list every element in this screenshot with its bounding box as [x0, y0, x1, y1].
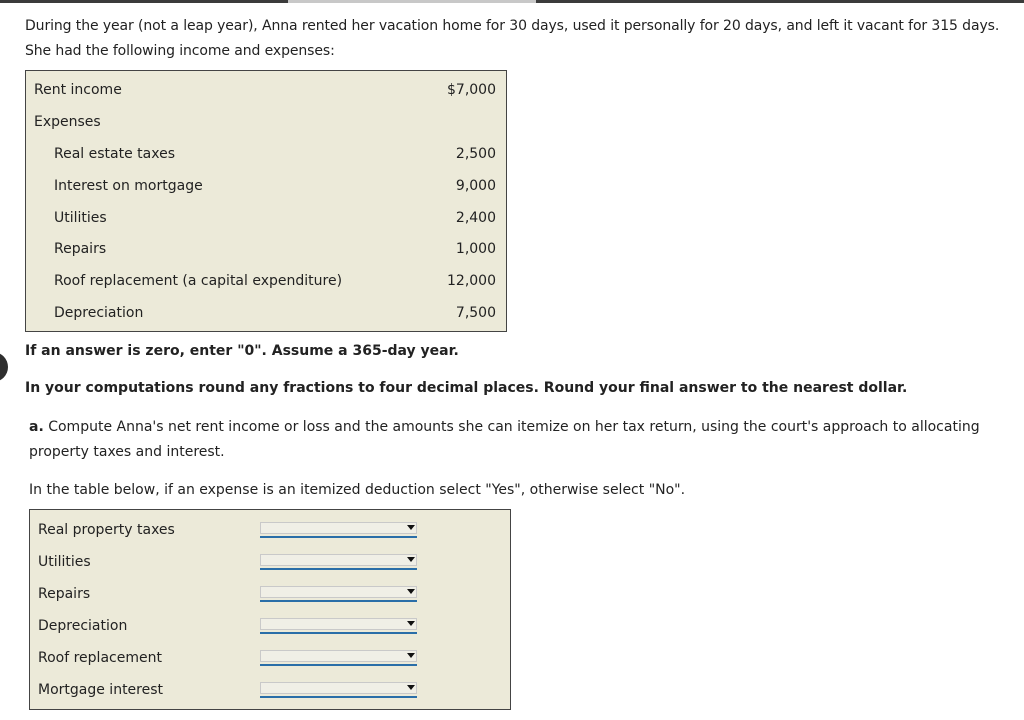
select-box: [260, 554, 417, 566]
dropdown-arrow-icon: [407, 653, 415, 658]
deduction-row-label: Roof replacement: [38, 650, 162, 666]
expense-amount: 2,500: [455, 146, 496, 162]
part-a-text: Compute Anna's net rent income or loss and the amounts she can itemize on her tax return, using the court's approach to allocating property taxes and interest.: [29, 419, 980, 460]
dropdown-arrow-icon: [407, 589, 415, 594]
dropdown-arrow-icon: [407, 685, 415, 690]
select-box: [260, 618, 417, 630]
expense-amount: 7,500: [455, 305, 496, 321]
itemized-select-real-property-taxes[interactable]: [260, 522, 417, 538]
expense-amount: 12,000: [447, 273, 496, 289]
expenses-heading: Expenses: [34, 114, 101, 130]
expense-label: Utilities: [54, 210, 107, 226]
expense-amount: 2,400: [455, 210, 496, 226]
expense-amount: 1,000: [455, 241, 496, 257]
part-a-letter: a.: [29, 419, 44, 435]
deduction-row-label: Mortgage interest: [38, 682, 164, 698]
expense-label: Repairs: [54, 241, 107, 257]
itemized-select-depreciation[interactable]: [260, 618, 417, 634]
part-a-prompt: [29, 415, 1004, 465]
deduction-row-label: Real property taxes: [38, 522, 175, 538]
select-box: [260, 586, 417, 598]
rounding-note: In your computations round any fractions to four decimal places. Round your final answer to the nearest dollar.: [25, 380, 908, 396]
deduction-row-label: Depreciation: [38, 618, 128, 634]
income-expense-table: [25, 70, 507, 332]
itemized-select-mortgage-interest[interactable]: [260, 682, 417, 698]
expense-label: Interest on mortgage: [54, 178, 203, 194]
select-box: [260, 522, 417, 534]
top-border: [0, 0, 1024, 3]
deduction-row-label: Utilities: [38, 554, 91, 570]
question-marker-icon: [0, 352, 8, 382]
select-box: [260, 682, 417, 694]
select-box: [260, 650, 417, 662]
itemized-select-roof-replacement[interactable]: [260, 650, 417, 666]
table-instruction: In the table below, if an expense is an itemized deduction select "Yes", otherwise select "No".: [29, 482, 686, 498]
rent-income-amount: $7,000: [447, 82, 496, 98]
itemized-select-repairs[interactable]: [260, 586, 417, 602]
problem-intro: During the year (not a leap year), Anna rented her vacation home for 30 days, used it personally for 20 days, and left it vacant for 315 days. She had the following income and expenses:: [25, 18, 1000, 59]
top-tab-strip: [288, 0, 536, 3]
deduction-row-label: Repairs: [38, 586, 91, 602]
itemized-select-utilities[interactable]: [260, 554, 417, 570]
dropdown-arrow-icon: [407, 557, 415, 562]
expense-amount: 9,000: [455, 178, 496, 194]
dropdown-arrow-icon: [407, 525, 415, 530]
itemized-deduction-table: [29, 509, 511, 710]
expense-label: Depreciation: [54, 305, 144, 321]
expense-label: Real estate taxes: [54, 146, 175, 162]
expense-label: Roof replacement (a capital expenditure): [54, 273, 343, 289]
rent-income-label: Rent income: [34, 82, 122, 98]
dropdown-arrow-icon: [407, 621, 415, 626]
zero-answer-note: If an answer is zero, enter "0". Assume a 365-day year.: [25, 343, 459, 359]
